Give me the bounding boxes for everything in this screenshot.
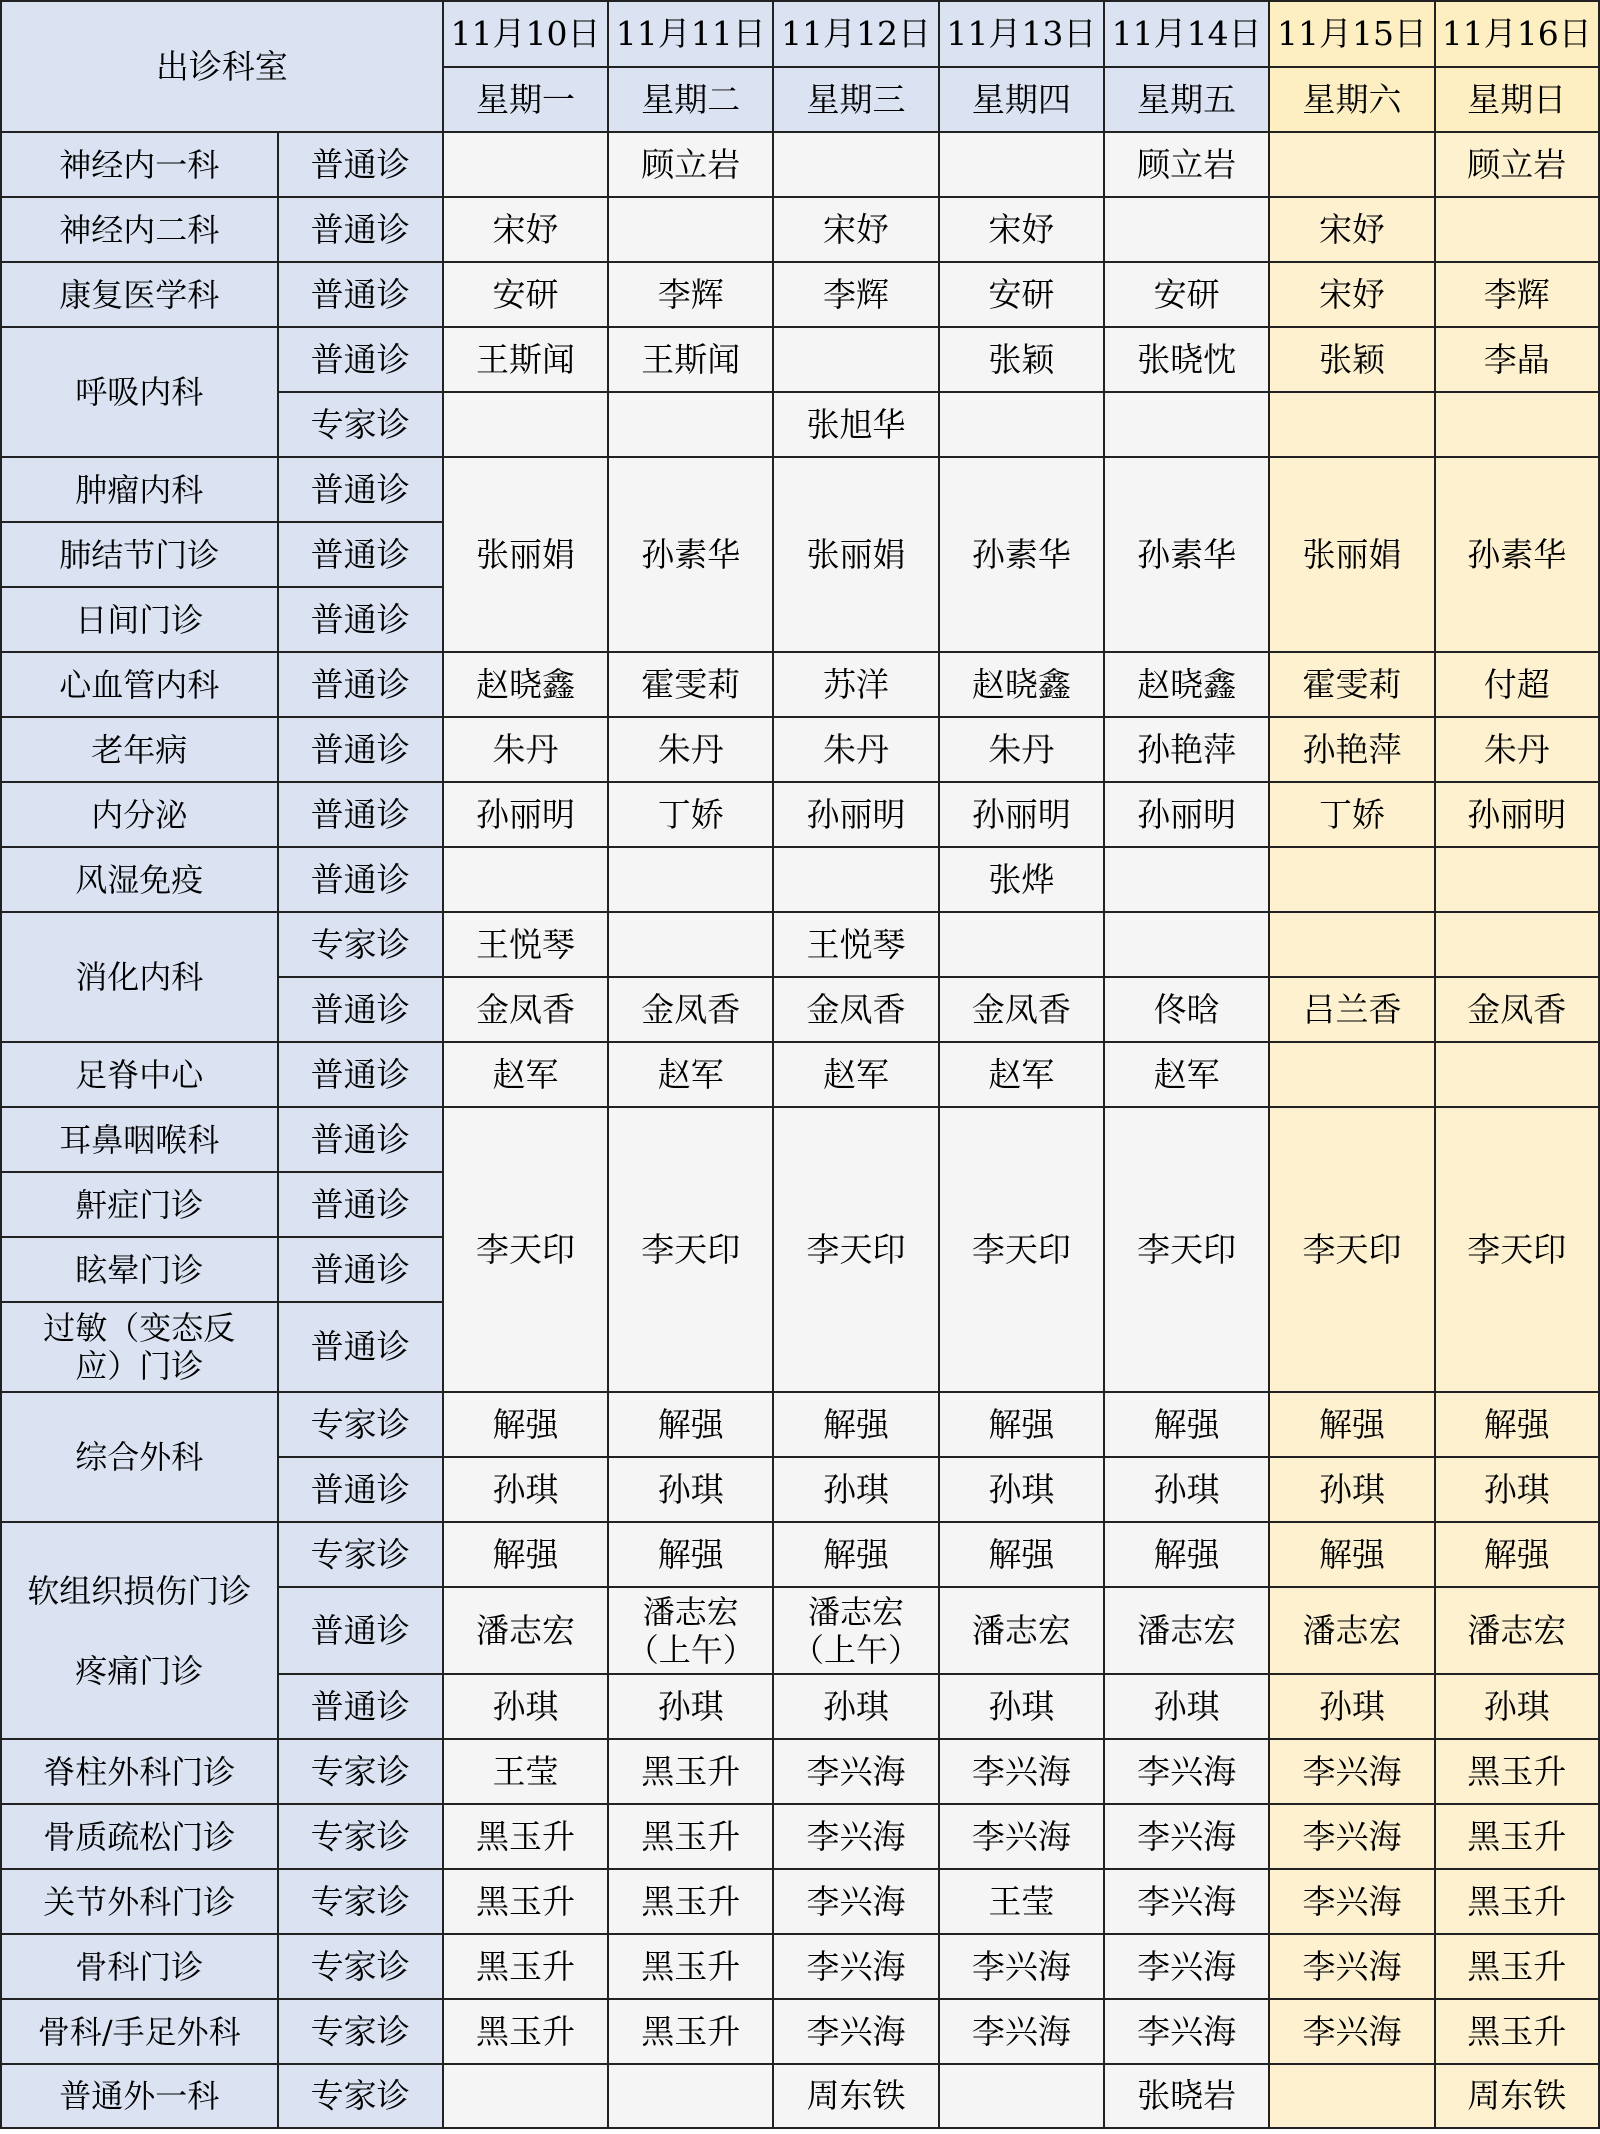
schedule-cell: 李兴海 <box>773 1804 938 1869</box>
schedule-cell: 赵军 <box>443 1042 608 1107</box>
schedule-cell <box>1269 847 1434 912</box>
department-name: 肿瘤内科 <box>1 457 278 522</box>
clinic-type: 普通诊 <box>278 1237 443 1302</box>
department-name: 肺结节门诊 <box>1 522 278 587</box>
schedule-cell: 潘志宏 <box>1104 1587 1269 1674</box>
schedule-cell: 黑玉升 <box>1435 1869 1599 1934</box>
schedule-cell: 赵晓鑫 <box>443 652 608 717</box>
schedule-cell: 潘志宏 <box>1435 1587 1599 1674</box>
schedule-cell: 李晶 <box>1435 327 1599 392</box>
weekday-header: 星期三 <box>773 67 938 132</box>
schedule-cell: 李兴海 <box>939 1739 1104 1804</box>
schedule-cell: 顾立岩 <box>1104 132 1269 197</box>
schedule-cell <box>939 392 1104 457</box>
schedule-cell: 李兴海 <box>939 1999 1104 2064</box>
schedule-cell: 孙琪 <box>773 1674 938 1739</box>
weekday-header: 星期五 <box>1104 67 1269 132</box>
schedule-cell: 孙丽明 <box>443 782 608 847</box>
schedule-cell: 安研 <box>443 262 608 327</box>
department-name: 骨科门诊 <box>1 1934 278 1999</box>
weekday-header: 星期二 <box>608 67 773 132</box>
schedule-cell: 李兴海 <box>773 1869 938 1934</box>
schedule-cell: 孙琪 <box>1269 1457 1434 1522</box>
schedule-cell: 孙琪 <box>1104 1457 1269 1522</box>
schedule-cell: 李兴海 <box>1269 1804 1434 1869</box>
schedule-cell: 李兴海 <box>1104 1999 1269 2064</box>
clinic-type: 普通诊 <box>278 587 443 652</box>
schedule-cell: 潘志宏 <box>1269 1587 1434 1674</box>
department-name: 呼吸内科 <box>1 327 278 457</box>
schedule-cell: 解强 <box>443 1392 608 1457</box>
schedule-cell: 霍雯莉 <box>1269 652 1434 717</box>
department-name: 综合外科 <box>1 1392 278 1522</box>
department-name: 足脊中心 <box>1 1042 278 1107</box>
schedule-cell: 李兴海 <box>1269 1869 1434 1934</box>
schedule-cell: 霍雯莉 <box>608 652 773 717</box>
schedule-cell: 张晓岩 <box>1104 2064 1269 2128</box>
schedule-cell <box>1104 197 1269 262</box>
schedule-cell: 王莹 <box>443 1739 608 1804</box>
schedule-cell: 张丽娟 <box>443 457 608 652</box>
schedule-cell: 李兴海 <box>1104 1804 1269 1869</box>
schedule-cell: 张旭华 <box>773 392 938 457</box>
clinic-type: 普通诊 <box>278 717 443 782</box>
clinic-type: 普通诊 <box>278 1457 443 1522</box>
schedule-cell: 金凤香 <box>608 977 773 1042</box>
schedule-cell <box>1269 912 1434 977</box>
clinic-type: 普通诊 <box>278 1674 443 1739</box>
department-name: 消化内科 <box>1 912 278 1042</box>
schedule-cell: 周东铁 <box>773 2064 938 2128</box>
clinic-type: 普通诊 <box>278 522 443 587</box>
schedule-cell: 解强 <box>608 1522 773 1587</box>
schedule-cell <box>1435 847 1599 912</box>
schedule-cell <box>443 2064 608 2128</box>
department-name: 老年病 <box>1 717 278 782</box>
schedule-cell: 吕兰香 <box>1269 977 1434 1042</box>
schedule-cell: 李兴海 <box>773 1934 938 1999</box>
department-name: 普通外一科 <box>1 2064 278 2128</box>
schedule-cell: 解强 <box>1269 1392 1434 1457</box>
schedule-cell <box>1104 392 1269 457</box>
clinic-type: 专家诊 <box>278 1999 443 2064</box>
schedule-cell: 解强 <box>1435 1522 1599 1587</box>
schedule-cell: 李天印 <box>608 1107 773 1392</box>
schedule-cell <box>773 847 938 912</box>
schedule-cell: 黑玉升 <box>443 1999 608 2064</box>
department-name: 心血管内科 <box>1 652 278 717</box>
clinic-type: 普通诊 <box>278 782 443 847</box>
schedule-cell: 朱丹 <box>608 717 773 782</box>
clinic-type: 普通诊 <box>278 652 443 717</box>
schedule-cell: 赵军 <box>939 1042 1104 1107</box>
clinic-type: 普通诊 <box>278 1172 443 1237</box>
schedule-cell: 王莹 <box>939 1869 1104 1934</box>
schedule-cell: 张晓忱 <box>1104 327 1269 392</box>
department-name: 耳鼻咽喉科 <box>1 1107 278 1172</box>
schedule-cell: 周东铁 <box>1435 2064 1599 2128</box>
schedule-cell <box>939 132 1104 197</box>
clinic-type: 普通诊 <box>278 1107 443 1172</box>
schedule-cell <box>443 847 608 912</box>
schedule-cell: 孙琪 <box>1435 1674 1599 1739</box>
schedule-cell: 孙琪 <box>608 1674 773 1739</box>
schedule-cell: 黑玉升 <box>1435 1804 1599 1869</box>
date-header: 11月13日 <box>939 1 1104 67</box>
schedule-cell: 王悦琴 <box>773 912 938 977</box>
clinic-type: 普通诊 <box>278 197 443 262</box>
schedule-cell: 宋妤 <box>1269 197 1434 262</box>
schedule-cell: 孙琪 <box>1104 1674 1269 1739</box>
department-name: 日间门诊 <box>1 587 278 652</box>
schedule-cell: 孙琪 <box>1269 1674 1434 1739</box>
schedule-cell <box>773 327 938 392</box>
department-name: 康复医学科 <box>1 262 278 327</box>
schedule-cell: 孙素华 <box>939 457 1104 652</box>
weekday-header: 星期日 <box>1435 67 1599 132</box>
schedule-cell: 孙琪 <box>443 1674 608 1739</box>
schedule-cell: 张颖 <box>1269 327 1434 392</box>
schedule-cell: 孙丽明 <box>939 782 1104 847</box>
schedule-cell: 李兴海 <box>939 1934 1104 1999</box>
schedule-cell <box>773 132 938 197</box>
clinic-type: 专家诊 <box>278 1869 443 1934</box>
schedule-cell: 黑玉升 <box>608 1934 773 1999</box>
date-header: 11月11日 <box>608 1 773 67</box>
schedule-cell: 金凤香 <box>1435 977 1599 1042</box>
clinic-type: 普通诊 <box>278 132 443 197</box>
weekday-header: 星期四 <box>939 67 1104 132</box>
schedule-cell: 李兴海 <box>1104 1739 1269 1804</box>
schedule-cell: 赵晓鑫 <box>939 652 1104 717</box>
schedule-cell: 孙琪 <box>939 1674 1104 1739</box>
schedule-cell: 黑玉升 <box>443 1804 608 1869</box>
department-name: 骨科/手足外科 <box>1 1999 278 2064</box>
schedule-cell: 李辉 <box>1435 262 1599 327</box>
clinic-type: 普通诊 <box>278 977 443 1042</box>
schedule-cell: 李兴海 <box>1104 1934 1269 1999</box>
clinic-type: 专家诊 <box>278 392 443 457</box>
schedule-cell: 丁娇 <box>608 782 773 847</box>
schedule-cell: 李天印 <box>1269 1107 1434 1392</box>
schedule-cell <box>1435 197 1599 262</box>
schedule-cell: 解强 <box>443 1522 608 1587</box>
department-name: 关节外科门诊 <box>1 1869 278 1934</box>
schedule-cell: 赵军 <box>773 1042 938 1107</box>
schedule-cell: 金凤香 <box>773 977 938 1042</box>
schedule-cell: 孙素华 <box>608 457 773 652</box>
clinic-type: 普通诊 <box>278 1302 443 1392</box>
weekday-header: 星期六 <box>1269 67 1434 132</box>
department-name: 鼾症门诊 <box>1 1172 278 1237</box>
department-name: 软组织损伤门诊 疼痛门诊 <box>1 1522 278 1739</box>
schedule-cell: 孙丽明 <box>1435 782 1599 847</box>
clinic-type: 普通诊 <box>278 262 443 327</box>
schedule-cell: 宋妤 <box>773 197 938 262</box>
schedule-cell <box>608 197 773 262</box>
schedule-cell: 李兴海 <box>773 1999 938 2064</box>
schedule-cell: 黑玉升 <box>608 1869 773 1934</box>
schedule-cell <box>1269 1042 1434 1107</box>
schedule-cell: 李天印 <box>443 1107 608 1392</box>
department-name: 脊柱外科门诊 <box>1 1739 278 1804</box>
schedule-cell: 解强 <box>773 1522 938 1587</box>
clinic-type: 专家诊 <box>278 1804 443 1869</box>
schedule-cell: 李兴海 <box>1104 1869 1269 1934</box>
schedule-cell <box>939 2064 1104 2128</box>
schedule-cell: 解强 <box>1104 1392 1269 1457</box>
schedule-cell: 黑玉升 <box>443 1869 608 1934</box>
department-name: 骨质疏松门诊 <box>1 1804 278 1869</box>
schedule-cell: 李天印 <box>773 1107 938 1392</box>
department-name: 风湿免疫 <box>1 847 278 912</box>
schedule-cell: 孙琪 <box>1435 1457 1599 1522</box>
schedule-cell: 顾立岩 <box>1435 132 1599 197</box>
schedule-cell <box>608 2064 773 2128</box>
schedule-cell: 张烨 <box>939 847 1104 912</box>
schedule-cell: 安研 <box>1104 262 1269 327</box>
schedule-cell: 宋妤 <box>443 197 608 262</box>
schedule-cell: 佟晗 <box>1104 977 1269 1042</box>
schedule-cell: 李辉 <box>608 262 773 327</box>
schedule-cell: 黑玉升 <box>608 1804 773 1869</box>
schedule-cell: 安研 <box>939 262 1104 327</box>
clinic-type: 普通诊 <box>278 1587 443 1674</box>
date-header: 11月10日 <box>443 1 608 67</box>
schedule-cell: 孙素华 <box>1435 457 1599 652</box>
schedule-cell: 潘志宏 <box>939 1587 1104 1674</box>
schedule-cell: 金凤香 <box>443 977 608 1042</box>
schedule-cell: 黑玉升 <box>608 1999 773 2064</box>
schedule-cell: 孙琪 <box>939 1457 1104 1522</box>
schedule-cell: 朱丹 <box>773 717 938 782</box>
clinic-type: 专家诊 <box>278 1934 443 1999</box>
date-header: 11月16日 <box>1435 1 1599 67</box>
schedule-cell: 孙丽明 <box>773 782 938 847</box>
schedule-cell: 潘志宏 （上午） <box>773 1587 938 1674</box>
schedule-cell: 苏洋 <box>773 652 938 717</box>
schedule-cell: 李天印 <box>1104 1107 1269 1392</box>
schedule-cell: 潘志宏 （上午） <box>608 1587 773 1674</box>
schedule-cell: 孙艳萍 <box>1104 717 1269 782</box>
date-header: 11月15日 <box>1269 1 1434 67</box>
date-header: 11月12日 <box>773 1 938 67</box>
schedule-cell: 王斯闻 <box>608 327 773 392</box>
schedule-cell <box>1435 392 1599 457</box>
schedule-cell <box>608 847 773 912</box>
schedule-cell: 张丽娟 <box>773 457 938 652</box>
corner-header: 出诊科室 <box>1 1 443 132</box>
schedule-cell: 朱丹 <box>443 717 608 782</box>
schedule-cell <box>939 912 1104 977</box>
clinic-type: 普通诊 <box>278 327 443 392</box>
schedule-cell: 孙素华 <box>1104 457 1269 652</box>
schedule-cell: 解强 <box>608 1392 773 1457</box>
clinic-type: 专家诊 <box>278 1739 443 1804</box>
schedule-cell: 李兴海 <box>1269 1739 1434 1804</box>
department-name: 神经内一科 <box>1 132 278 197</box>
schedule-cell: 李兴海 <box>1269 1999 1434 2064</box>
department-name: 眩晕门诊 <box>1 1237 278 1302</box>
schedule-cell: 黑玉升 <box>1435 1739 1599 1804</box>
clinic-type: 专家诊 <box>278 2064 443 2128</box>
schedule-cell: 顾立岩 <box>608 132 773 197</box>
schedule-cell: 王斯闻 <box>443 327 608 392</box>
schedule-cell: 赵军 <box>1104 1042 1269 1107</box>
clinic-type: 专家诊 <box>278 1392 443 1457</box>
schedule-cell: 丁娇 <box>1269 782 1434 847</box>
schedule-cell: 解强 <box>939 1522 1104 1587</box>
department-name: 神经内二科 <box>1 197 278 262</box>
schedule-cell <box>1435 912 1599 977</box>
schedule-cell <box>1435 1042 1599 1107</box>
schedule-cell <box>443 392 608 457</box>
weekday-header: 星期一 <box>443 67 608 132</box>
schedule-cell: 赵晓鑫 <box>1104 652 1269 717</box>
schedule-cell: 李天印 <box>939 1107 1104 1392</box>
schedule-cell <box>1269 132 1434 197</box>
clinic-type: 普通诊 <box>278 847 443 912</box>
schedule-cell: 孙琪 <box>608 1457 773 1522</box>
schedule-cell: 解强 <box>1104 1522 1269 1587</box>
schedule-cell: 孙琪 <box>443 1457 608 1522</box>
schedule-cell: 李天印 <box>1435 1107 1599 1392</box>
schedule-cell: 解强 <box>939 1392 1104 1457</box>
clinic-type: 普通诊 <box>278 457 443 522</box>
schedule-cell: 王悦琴 <box>443 912 608 977</box>
schedule-cell: 孙丽明 <box>1104 782 1269 847</box>
schedule-cell: 黑玉升 <box>1435 1999 1599 2064</box>
schedule-cell: 李辉 <box>773 262 938 327</box>
schedule-cell: 李兴海 <box>773 1739 938 1804</box>
schedule-cell: 李兴海 <box>1269 1934 1434 1999</box>
schedule-cell <box>1269 392 1434 457</box>
schedule-cell: 黑玉升 <box>608 1739 773 1804</box>
schedule-cell <box>443 132 608 197</box>
schedule-cell: 朱丹 <box>1435 717 1599 782</box>
schedule-cell: 李兴海 <box>939 1804 1104 1869</box>
schedule-cell: 潘志宏 <box>443 1587 608 1674</box>
department-name: 内分泌 <box>1 782 278 847</box>
schedule-cell: 解强 <box>1269 1522 1434 1587</box>
schedule-cell: 孙艳萍 <box>1269 717 1434 782</box>
schedule-cell: 张颖 <box>939 327 1104 392</box>
schedule-cell <box>1269 2064 1434 2128</box>
schedule-cell: 朱丹 <box>939 717 1104 782</box>
schedule-cell: 孙琪 <box>773 1457 938 1522</box>
schedule-cell <box>608 912 773 977</box>
schedule-cell <box>1104 912 1269 977</box>
schedule-cell: 宋妤 <box>1269 262 1434 327</box>
schedule-cell: 黑玉升 <box>443 1934 608 1999</box>
schedule-cell <box>608 392 773 457</box>
date-header: 11月14日 <box>1104 1 1269 67</box>
schedule-cell: 赵军 <box>608 1042 773 1107</box>
schedule-cell <box>1104 847 1269 912</box>
schedule-cell: 金凤香 <box>939 977 1104 1042</box>
clinic-type: 专家诊 <box>278 912 443 977</box>
clinic-type: 普通诊 <box>278 1042 443 1107</box>
schedule-cell: 解强 <box>773 1392 938 1457</box>
schedule-cell: 宋妤 <box>939 197 1104 262</box>
schedule-cell: 黑玉升 <box>1435 1934 1599 1999</box>
schedule-cell: 付超 <box>1435 652 1599 717</box>
clinic-type: 专家诊 <box>278 1522 443 1587</box>
department-name: 过敏（变态反 应）门诊 <box>1 1302 278 1392</box>
schedule-cell: 张丽娟 <box>1269 457 1434 652</box>
schedule-cell: 解强 <box>1435 1392 1599 1457</box>
